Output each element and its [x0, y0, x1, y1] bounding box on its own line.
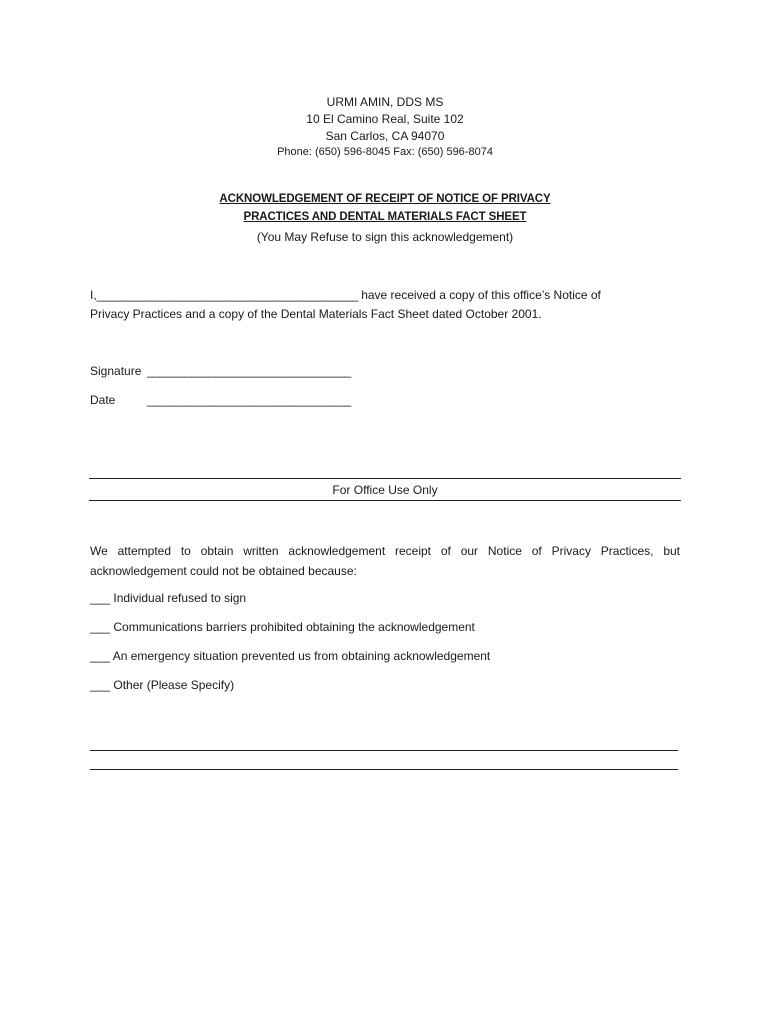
- statement-line-1: [90, 285, 680, 305]
- option-emergency-situation[interactable]: ___ An emergency situation prevented us from obtaining acknowledgement: [90, 649, 491, 663]
- date-field[interactable]: _________________________________: [147, 393, 351, 407]
- office-intro-line-2: acknowledgement could not be obtained because:: [90, 564, 357, 578]
- option-refused-to-sign[interactable]: ___ Individual refused to sign: [90, 591, 247, 605]
- specify-line-1[interactable]: [90, 750, 678, 751]
- office-divider-top: [89, 478, 681, 479]
- statement-suffix: have received a copy of this office’s Notice of: [357, 288, 601, 302]
- signature-label: Signature: [90, 364, 142, 378]
- form-subtitle: (You May Refuse to sign this acknowledgement): [256, 230, 514, 244]
- name-blank-field[interactable]: ___________________________________________: [96, 288, 358, 302]
- statement-line-2: Privacy Practices and a copy of the Dental Materials Fact Sheet dated October 2001.: [90, 307, 542, 321]
- practice-name: URMI AMIN, DDS MS: [326, 95, 444, 109]
- signature-field[interactable]: _________________________________: [147, 364, 351, 378]
- practice-address-line-2: San Carlos, CA 94070: [325, 129, 445, 143]
- form-title-line-1: ACKNOWLEDGEMENT OF RECEIPT OF NOTICE OF PRIVACY: [219, 193, 551, 205]
- statement-prefix: I,: [90, 288, 97, 302]
- practice-address-line-1: 10 El Camino Real, Suite 102: [306, 112, 464, 126]
- option-other[interactable]: ___ Other (Please Specify): [90, 678, 235, 692]
- office-divider-bottom: [89, 500, 681, 501]
- option-communication-barriers[interactable]: ___ Communications barriers prohibited obtaining the acknowledgement: [90, 620, 475, 634]
- office-use-heading: For Office Use Only: [332, 483, 438, 497]
- date-label: Date: [90, 393, 116, 407]
- specify-line-2[interactable]: [90, 769, 678, 770]
- practice-phone-fax: Phone: (650) 596-8045 Fax: (650) 596-8074: [277, 146, 493, 158]
- form-title-line-2: PRACTICES AND DENTAL MATERIALS FACT SHEET: [243, 211, 527, 223]
- office-intro-line-1: We attempted to obtain written acknowledgement receipt of our Notice of Privacy Practices, but: [90, 544, 680, 558]
